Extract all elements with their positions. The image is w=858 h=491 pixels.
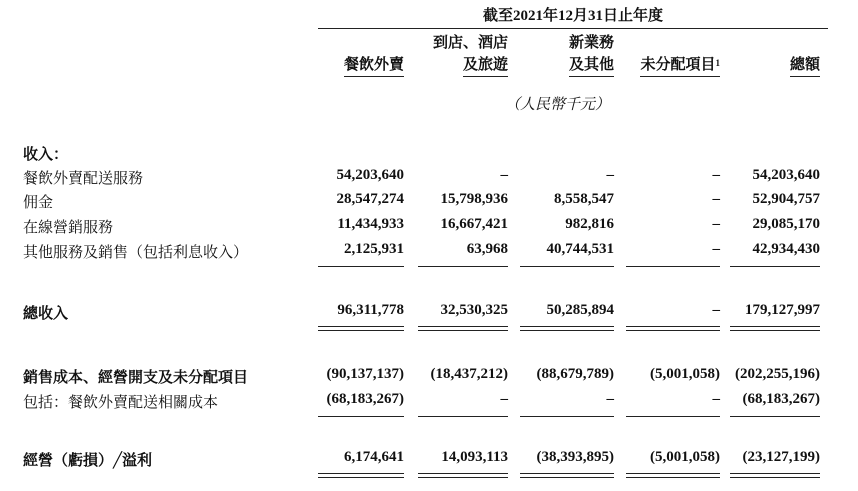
cell-value: 29,085,170: [752, 216, 820, 232]
subtotal-rule: [318, 416, 404, 417]
subtotal-rule: [730, 266, 820, 267]
cell-value: (5,001,058): [650, 449, 720, 465]
subtotal-rule: [520, 266, 614, 267]
cell-value: 54,203,640: [336, 167, 404, 183]
total-double-rule: [318, 326, 404, 331]
subtotal-rule: [626, 266, 720, 267]
subtotal-rule: [626, 416, 720, 417]
cell-value: –: [712, 216, 720, 232]
row-label: 佣金: [23, 195, 54, 211]
revenue-heading: 收入：: [23, 147, 69, 163]
cell-value: 50,285,894: [546, 302, 614, 318]
column-header-food-delivery: 餐飲外賣: [318, 32, 404, 77]
table-row-operating-result: [0, 449, 858, 471]
unit-label: （人民幣千元）: [504, 97, 610, 113]
unallocated-header-text: 未分配項目$^1$: [640, 54, 720, 77]
subtotal-rule: [318, 266, 404, 267]
cell-value: 179,127,997: [745, 302, 820, 318]
period-header: 截至2021年12月31日止年度: [318, 4, 828, 29]
cell-value: –: [500, 167, 508, 183]
cell-value: 96,311,778: [337, 302, 404, 318]
subtotal-rule: [418, 416, 508, 417]
row-label: 其他服務及銷售（包括利息收入）: [23, 245, 249, 261]
subtotal-rule: [418, 266, 508, 267]
column-header-new-initiatives: 新業務 及其他: [520, 32, 614, 77]
cell-value: (18,437,212): [430, 366, 508, 382]
cell-value: 8,558,547: [554, 191, 614, 207]
footnote-marker: 1: [715, 58, 720, 68]
total-double-rule: [730, 473, 820, 478]
table-row: [0, 167, 858, 189]
cell-value: (68,183,267): [326, 391, 404, 407]
cell-value: (88,679,789): [536, 366, 614, 382]
subtotal-rule: [730, 416, 820, 417]
cell-value: (202,255,196): [735, 366, 820, 382]
cell-value: –: [500, 391, 508, 407]
cell-value: (5,001,058): [650, 366, 720, 382]
column-header-unallocated: [626, 32, 720, 77]
cell-value: 63,968: [466, 241, 508, 257]
cell-value: 28,547,274: [336, 191, 404, 207]
cell-value: 40,744,531: [546, 241, 614, 257]
cell-value: –: [606, 391, 614, 407]
subtotal-rule: [520, 416, 614, 417]
row-label: 銷售成本、經營開支及未分配項目: [23, 370, 249, 386]
cell-value: –: [606, 167, 614, 183]
cell-value: 11,434,933: [337, 216, 404, 232]
cell-value: –: [712, 302, 720, 318]
row-label: 總收入: [23, 306, 69, 322]
cell-value: 6,174,641: [344, 449, 404, 465]
cell-value: (38,393,895): [536, 449, 614, 465]
total-double-rule: [520, 473, 614, 478]
cell-value: –: [712, 241, 720, 257]
table-row: [0, 216, 858, 238]
total-double-rule: [520, 326, 614, 331]
cell-value: 16,667,421: [440, 216, 508, 232]
column-header-total: 總額: [730, 32, 820, 77]
cell-value: (90,137,137): [326, 366, 404, 382]
table-row: [0, 241, 858, 263]
table-row: [0, 391, 858, 413]
total-double-rule: [626, 326, 720, 331]
total-double-rule: [730, 326, 820, 331]
row-label: 包括：餐飲外賣配送相關成本: [23, 395, 219, 411]
total-double-rule: [418, 326, 508, 331]
row-label: 經營（虧損）╱溢利: [23, 453, 153, 469]
cell-value: –: [712, 167, 720, 183]
table-row: [0, 191, 858, 213]
table-row-total-revenue: [0, 302, 858, 324]
cell-value: 982,816: [565, 216, 614, 232]
table-row-costs: [0, 366, 858, 388]
cell-value: 52,904,757: [752, 191, 820, 207]
cell-value: 54,203,640: [752, 167, 820, 183]
row-label: 餐飲外賣配送服務: [23, 171, 144, 187]
cell-value: 32,530,325: [440, 302, 508, 318]
cell-value: 2,125,931: [344, 241, 404, 257]
cell-value: 42,934,430: [752, 241, 820, 257]
total-double-rule: [418, 473, 508, 478]
cell-value: –: [712, 191, 720, 207]
total-double-rule: [318, 473, 404, 478]
cell-value: –: [712, 391, 720, 407]
cell-value: 14,093,113: [441, 449, 508, 465]
row-label: 在線營銷服務: [23, 220, 114, 236]
cell-value: (68,183,267): [742, 391, 820, 407]
cell-value: (23,127,199): [742, 449, 820, 465]
column-header-in-store-hotel-travel: 到店、酒店 及旅遊: [418, 32, 508, 77]
total-double-rule: [626, 473, 720, 478]
cell-value: 15,798,936: [440, 191, 508, 207]
